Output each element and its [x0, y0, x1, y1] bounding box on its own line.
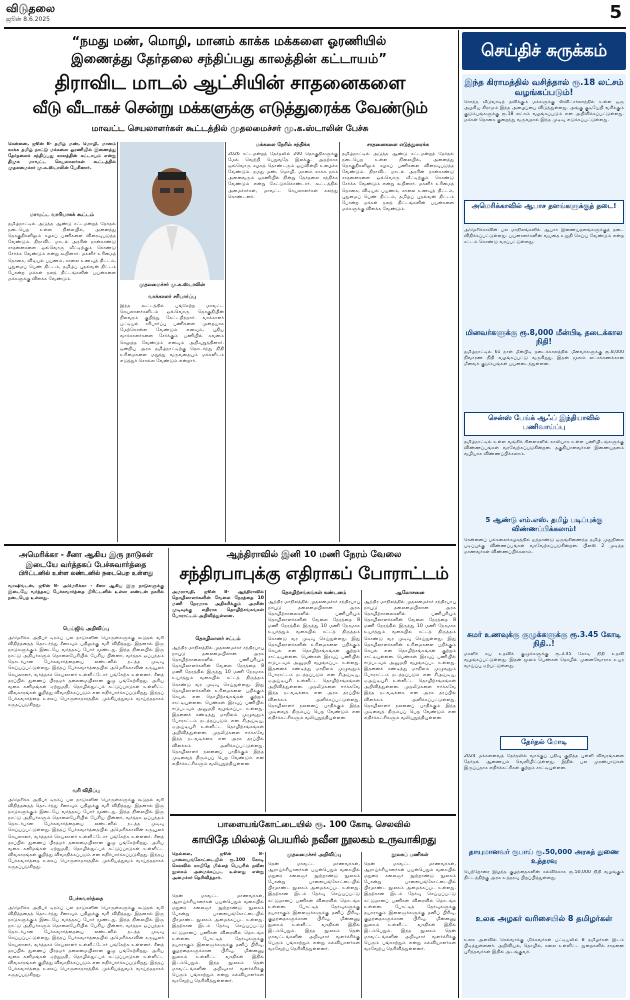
page-number: 5: [609, 2, 622, 23]
left-story-body: அமெரிக்க அதிபர் டிரம்ப் பல நாடுகளின் பொருள்களுக்கு கூடுதல் வரி விதித்ததைத் தொடர்ந்து சீனாவும் பதிலுக்கு வரி விதித்தது. இதனால் இரு நாடுகளுக்கும் இடையே வர்த்தகப் போர் மூண்டது. இந்த நிலையில் இரு நாட்டு அதிபர்களும் தொலைபேசியில் பேசிய பின்னர், வர்த்தக ஒப்பந்தம் தொடர்பான பேச்சுவார்த்தையை லண்டனில் நடத்த முடிவு செய்யப்பட்டுள்ளது. இந்தப் பேச்சுவார்த்தையில் அமெரிக்காவின் கருவூலச் செயலாளர், வர்த்தகச் செயலாளர் உள்ளிட்டோர் பங்கேற்க உள்ளனர். சீனத் தரப்பில் துணைப் பிரதமர் தலைமையிலான குழு பங்கேற்கிறது. அரிய வகை கனிமங்கள் ஏற்றுமதி, தொழில்நுட்பக் கட்டுப்பாடுகள் உள்ளிட்ட விவகாரங்கள் குறித்து விவாதிக்கப்படும் என எதிர்பார்க்கப்படுகிறது. இந்தப் பேச்சுவார்த்தை உலகப் பொருளாதாரத்தில் முக்கியத்துவம் வாய்ந்ததாகக் கருதப்படுகிறது.: [8, 798, 164, 871]
brief-2-title: அமெரிக்காவில் ஆபாச தளங்களுக்குத் தடை!: [471, 202, 617, 210]
col-divider: [339, 142, 340, 542]
andhra-headline: சந்திரபாபுக்கு எதிராகப் போராட்டம்: [179, 564, 449, 584]
lead-subhead: மாவட்ட செயலாளர்கள் கூட்டத்தில் முதலமைச்சர் மு.க.ஸ்டாலின் பேச்சு: [91, 124, 369, 134]
andhra-subhead-1: தொழிலாளர் சட்டம்: [195, 636, 241, 642]
cm-portrait-icon: [120, 142, 224, 280]
col-divider: [117, 142, 118, 542]
col-divider: [265, 852, 266, 998]
andhra-column-3: ஆந்திர மாநிலத்தில் முதலமைச்சர் சந்திரபாபு நாயுடு தலைமையிலான அரசு தொழிற்சாலைகளில் பணிபுரியும் தொழிலாளர்களின் வேலை நேரத்தை 8 மணி நேரத்தில் இருந்து 10 மணி நேரமாக உயர்த்தும் வகையில் சட்டத் திருத்தம் கொண்டு வர முடிவு செய்துள்ளது. இது தொழிலாளர்களின் உரிமைகளை பறிக்கும் செயல் என தொழிற்சங்கங்கள் குற்றம் சாட்டியுள்ளன. பெண்கள் இரவுப் பணியில் ஈடுபடவும் அனுமதி வழங்கப்பட உள்ளது. இதனைக் கண்டித்து மாநிலம் முழுவதும் போராட்டம் நடத்தப்படும் என சிஅய்டியு, ஏஅய்டியுசி உள்ளிட்ட தொழிற்சங்கங்கள் அறிவித்துள்ளன. முதலீடுகளை ஈர்க்கவே இந்த நடவடிக்கை என அரசு தரப்பில் விளக்கம் அளிக்கப்பட்டுள்ளது. தொழிலாளர் நலனைப் பாதிக்கும் இந்த முடிவைத் திரும்பப் பெற வேண்டும் என எதிர்க்கட்சிகளும் வலியுறுத்தியுள்ளன.: [364, 600, 456, 721]
cm-photo: [120, 142, 224, 280]
andhra-subhead-2: தொழிற்சங்கங்கள் கண்டனம்: [281, 590, 347, 596]
left-story-subhead-3: பேச்சுவார்த்தை: [68, 896, 104, 902]
brief-9-body: உலக அளவில் செல்வாக்கு மிக்கவர்கள் பட்டியலில் 8 தமிழர்கள் இடம் பிடித்துள்ளனர். அறிவியல், தொழில், கலை உள்ளிட்ட துறைகளில் சாதனை புரிந்தவர்கள் இதில் அடங்குவர்.: [464, 938, 624, 956]
bottom-headline: காயிதே மில்லத் பெயரில் நவீன நூலகம் உருவாகிறது: [191, 834, 437, 846]
brief-4-body: தமிழ்நாட்டில் உள்ள வங்கிக் கிளைகளில் காலியாக உள்ள பணியிடங்களுக்கு விண்ணப்பங்கள் வரவேற்கப்படுகின்றன. தகுதியானவர்கள் இணையதளம் வழியாக விண்ணப்பிக்கலாம்.: [464, 440, 624, 458]
masthead: [0, 0, 630, 26]
bottom-subhead-2: நூலகப் பணிகள்: [391, 852, 429, 858]
left-story-subhead-2: வரி விதிப்பு: [72, 788, 100, 794]
andhra-column-2: ஆந்திர மாநிலத்தில் முதலமைச்சர் சந்திரபாபு நாயுடு தலைமையிலான அரசு தொழிற்சாலைகளில் பணிபுரியும் தொழிலாளர்களின் வேலை நேரத்தை 8 மணி நேரத்தில் இருந்து 10 மணி நேரமாக உயர்த்தும் வகையில் சட்டத் திருத்தம் கொண்டு வர முடிவு செய்துள்ளது. இது தொழிலாளர்களின் உரிமைகளை பறிக்கும் செயல் என தொழிற்சங்கங்கள் குற்றம் சாட்டியுள்ளன. பெண்கள் இரவுப் பணியில் ஈடுபடவும் அனுமதி வழங்கப்பட உள்ளது. இதனைக் கண்டித்து மாநிலம் முழுவதும் போராட்டம் நடத்தப்படும் என சிஅய்டியு, ஏஅய்டியுசி உள்ளிட்ட தொழிற்சங்கங்கள் அறிவித்துள்ளன. முதலீடுகளை ஈர்க்கவே இந்த நடவடிக்கை என அரசு தரப்பில் விளக்கம் அளிக்கப்பட்டுள்ளது. தொழிலாளர் நலனைப் பாதிக்கும் இந்த முடிவைத் திரும்பப் பெற வேண்டும் என எதிர்க்கட்சிகளும் வலியுறுத்தியுள்ளன.: [268, 600, 360, 721]
section-rule: [4, 544, 456, 546]
lead-dateline: சென்னை, ஜூன் 8- தமிழ் மண், மொழி, மானம் காக்க தமிழ் நாட்டு மக்களை ஓரணியில் இணைத்து தேர்தலைச் சந்திப்பது காலத்தின் கட்டாயம் என்று திமுக மாவட்ட செயலாளர்கள் கூட்டத்தில் முதலமைச்சர் மு.க.ஸ்டாலின் பேசினார்.: [8, 142, 116, 172]
brief-3-body: தமிழ்நாட்டில் 61 நாள் மீன்பிடி தடைக்காலத்தில் மீனவர்களுக்கு ரூ.8,000 நிவாரண நிதி வழங்கப்பட்டு வருகிறது. இதன் மூலம் லட்சக்கணக்கான மீனவக் குடும்பங்கள் பயனடைந்துள்ளன.: [464, 350, 624, 368]
left-story-headline-1: அமெரிக்கா - சீனா ஆகிய இரு நாடுகள்: [19, 550, 153, 559]
lead-column-4: தமிழ்நாட்டில் அடுத்த ஆண்டு சட்டமன்றத் தேர்தல் நடைபெற உள்ள நிலையில், அனைத்து தொகுதிகளிலும் கழகப் பணிகளை விரைவுபடுத்த வேண்டும். திராவிட மாடல் அரசின் நான்காண்டு சாதனைகளை ஒவ்வொரு வீட்டிற்கும் கொண்டு சேர்க்க வேண்டும் என்று கூறினார். மகளிர் உரிமைத் தொகை, விடியல் பயணம், காலை உணவுத் திட்டம், புதுமைப் பெண் திட்டம், தமிழ்ப் புதல்வன் திட்டம் போன்ற மக்கள் நலத் திட்டங்களின் பயன்களை மக்களுக்கு விளக்க வேண்டும்.: [342, 152, 454, 212]
brief-8-body: பெற்றோரை இழந்த குழந்தைகளின் கல்விக்காக ரூ.50,000 நிதி வழங்கும் திட்டத்திற்கு அரசு உத்தரவு பிறப்பித்துள்ளது.: [464, 870, 624, 882]
bottom-column-1: தென் மாவட்ட மாணவர்கள், ஆராய்ச்சியாளர்கள் பயன்பெறும் வகையில் மதுரை கலைஞர் நூற்றாண்டு நூலகம் போன்று பாளையங்கோட்டையில் பிரமாண்ட நூலகம் அமைக்கப்பட உள்ளது. இதற்கான இடம் தேர்வு செய்யப்பட்டு கட்டுமானப் பணிகள் விரைவில் தொடங்க உள்ளன. போட்டித் தேர்வுகளுக்கு தயாராகும் இளைஞர்களுக்கு தனிப் பிரிவு, குழந்தைகளுக்கான பிரிவு, மின்னணு நூலகம் உள்ளிட்ட வசதிகள் இதில் இடம்பெறும். இந்த நூலகம் தென் மாவட்டங்களின் அறிவுசார் வளர்ச்சிக்கு பெரும் பங்காற்றும் என்று கல்வியாளர்கள் வரவேற்பு தெரிவித்துள்ளனர்.: [172, 894, 264, 985]
col-divider: [225, 142, 226, 542]
lead-headline-line-2: வீடு வீடாகச் சென்று மக்களுக்கு எடுத்துரைக்க வேண்டும்: [32, 98, 428, 117]
bottom-kicker: பாளையங்கோட்டையில் ரூ. 100 கோடி செலவில்: [217, 820, 411, 830]
lead-quote-line-1: “நமது மண், மொழி, மானம் காக்க மக்களை ஓரணியில்: [71, 33, 387, 48]
section-rule: [170, 814, 456, 816]
andhra-subhead-3: ஆலோசனை: [395, 590, 425, 596]
lead-column-2: இந்த கூட்டத்தில் பங்கேற்ற மாவட்ட செயலாளர்களிடம் ஒவ்வொரு தொகுதியின் நிலவரம் குறித்து கேட்டறிந்தார். வாக்காளர் பட்டியல் சரிபார்ப்பு பணிகளை முறையாக மேற்கொள்ள வேண்டும் எனவும், புதிய வாக்காளர்களை சேர்க்கும் பணியில் கவனம் செலுத்த வேண்டும் எனவும் அறிவுறுத்தினார். ஒன்றிய அரசு தமிழ்நாட்டிற்கு தொடர்ந்து நிதி உரிமைகளை மறுத்து வருவதையும் மக்களிடம் எடுத்துச் சொல்ல வேண்டும் என்றார்.: [120, 304, 224, 364]
left-story-body: அமெரிக்க அதிபர் டிரம்ப் பல நாடுகளின் பொருள்களுக்கு கூடுதல் வரி விதித்ததைத் தொடர்ந்து சீனாவும் பதிலுக்கு வரி விதித்தது. இதனால் இரு நாடுகளுக்கும் இடையே வர்த்தகப் போர் மூண்டது. இந்த நிலையில் இரு நாட்டு அதிபர்களும் தொலைபேசியில் பேசிய பின்னர், வர்த்தக ஒப்பந்தம் தொடர்பான பேச்சுவார்த்தையை லண்டனில் நடத்த முடிவு செய்யப்பட்டுள்ளது. இந்தப் பேச்சுவார்த்தையில் அமெரிக்காவின் கருவூலச் செயலாளர், வர்த்தகச் செயலாளர் உள்ளிட்டோர் பங்கேற்க உள்ளனர். சீனத் தரப்பில் துணைப் பிரதமர் தலைமையிலான குழு பங்கேற்கிறது. அரிய வகை கனிமங்கள் ஏற்றுமதி, தொழில்நுட்பக் கட்டுப்பாடுகள் உள்ளிட்ட விவகாரங்கள் குறித்து விவாதிக்கப்படும் என எதிர்பார்க்கப்படுகிறது. இந்தப் பேச்சுவார்த்தை உலகப் பொருளாதாரத்தில் முக்கியத்துவம் வாய்ந்ததாகக் கருதப்படுகிறது.: [8, 636, 164, 709]
brief-2-body: அமெரிக்காவின் பல மாநிலங்களில் ஆபாச இணையதளங்களுக்குத் தடை விதிக்கப்பட்டுள்ளது. பயனாளர்களின் வயதை உறுதி செய்ய வேண்டும் என்ற சட்டம் கொண்டு வரப்பட்டுள்ளது.: [464, 228, 624, 246]
lead-subhead-4: சாதனைகளை எடுத்துரைக்க: [366, 142, 430, 148]
brief-6-body: மகளிர் சுய உதவிக் குழுக்களுக்கு ரூ.3.45 கோடி நிதி உதவி வழங்கப்பட்டுள்ளது. இதன் மூலம் பெண்கள் தொழில் முனைவோராக உயர வாய்ப்பு ஏற்பட்டுள்ளது.: [464, 652, 624, 670]
bottom-subhead-1: முதலமைச்சர் அறிவிப்பு: [286, 852, 342, 858]
left-story-headline-3: பிரிட்டனில் உள்ள லண்டனில் நடைபெற உள்ளது: [18, 570, 154, 577]
sidebar-banner: [462, 32, 626, 70]
left-story-subhead-1: பெய்ஜிங் அறிவிப்பு: [62, 626, 110, 632]
lead-column-1: தமிழ்நாட்டில் அடுத்த ஆண்டு சட்டமன்றத் தேர்தல் நடைபெற உள்ள நிலையில், அனைத்து தொகுதிகளிலும் கழகப் பணிகளை விரைவுபடுத்த வேண்டும். திராவிட மாடல் அரசின் நான்காண்டு சாதனைகளை ஒவ்வொரு வீட்டிற்கும் கொண்டு சேர்க்க வேண்டும் என்று கூறினார். மகளிர் உரிமைத் தொகை, விடியல் பயணம், காலை உணவுத் திட்டம், புதுமைப் பெண் திட்டம், தமிழ்ப் புதல்வன் திட்டம் போன்ற மக்கள் நலத் திட்டங்களின் பயன்களை மக்களுக்கு விளக்க வேண்டும்.: [8, 222, 116, 282]
brief-1-title: இந்த கிராமத்தில் வசித்தால் ரூ.18 லட்சம் வழங்கப்படும்!: [464, 78, 624, 98]
lead-subhead-1: மாவட்ட வாரியாகக் கூட்டம்: [29, 212, 95, 218]
brief-7-body: 2024 மக்களவைத் தேர்தலில் வாக்குப் பதிவு குறித்த புள்ளி விவரங்களை தேர்தல் ஆணையம் வெளியிட்டுள்ளது. இதில் பல முரண்பாடுகள் இருப்பதாக எதிர்க்கட்சிகள் குற்றம் சாட்டியுள்ளன.: [464, 754, 624, 772]
andhra-column-1: ஆந்திர மாநிலத்தில் முதலமைச்சர் சந்திரபாபு நாயுடு தலைமையிலான அரசு தொழிற்சாலைகளில் பணிபுரியும் தொழிலாளர்களின் வேலை நேரத்தை 8 மணி நேரத்தில் இருந்து 10 மணி நேரமாக உயர்த்தும் வகையில் சட்டத் திருத்தம் கொண்டு வர முடிவு செய்துள்ளது. இது தொழிலாளர்களின் உரிமைகளை பறிக்கும் செயல் என தொழிற்சங்கங்கள் குற்றம் சாட்டியுள்ளன. பெண்கள் இரவுப் பணியில் ஈடுபடவும் அனுமதி வழங்கப்பட உள்ளது. இதனைக் கண்டித்து மாநிலம் முழுவதும் போராட்டம் நடத்தப்படும் என சிஅய்டியு, ஏஅய்டியுசி உள்ளிட்ட தொழிற்சங்கங்கள் அறிவித்துள்ளன. முதலீடுகளை ஈர்க்கவே இந்த நடவடிக்கை என அரசு தரப்பில் விளக்கம் அளிக்கப்பட்டுள்ளது. தொழிலாளர் நலனைப் பாதிக்கும் இந்த முடிவைத் திரும்பப் பெற வேண்டும் என எதிர்க்கட்சிகளும் வலியுறுத்தியுள்ளன.: [172, 646, 264, 767]
logo: விடுதலை: [6, 2, 56, 15]
brief-4-title: சென்ஸ் பேங்க் ஆஃப் இந்தியாவில் பணிவாய்ப்பு: [488, 414, 600, 431]
brief-6-title: சுமர் உணவுக்கு குழுக்களுக்கு ரூ.3.45 கோடி நிதி..!: [467, 630, 621, 648]
col-divider: [361, 590, 362, 812]
lead-subhead-2: வாக்காளர் சரிபார்ப்பு: [147, 294, 197, 300]
brief-1-body: சொந்த வீடுவாடித் தவிக்கும் மக்களுக்கு ஸ்விட்சர்லாந்தில் உள்ள ஒரு அழகிய கிராமம் இந்த அழைப்பை விடுத்துள்ளது. அங்கு குடியேறி வசிக்கும் குடும்பங்களுக்கு ரூ.18 லட்சம் வழங்கப்படும் என அறிவிக்கப்பட்டுள்ளது. மக்கள் தொகை குறைந்து வருவதால் இந்த முடிவு எடுக்கப்பட்டுள்ளது.: [464, 100, 624, 124]
bottom-column-3: தென் மாவட்ட மாணவர்கள், ஆராய்ச்சியாளர்கள் பயன்பெறும் வகையில் மதுரை கலைஞர் நூற்றாண்டு நூலகம் போன்று பாளையங்கோட்டையில் பிரமாண்ட நூலகம் அமைக்கப்பட உள்ளது. இதற்கான இடம் தேர்வு செய்யப்பட்டு கட்டுமானப் பணிகள் விரைவில் தொடங்க உள்ளன. போட்டித் தேர்வுகளுக்கு தயாராகும் இளைஞர்களுக்கு தனிப் பிரிவு, குழந்தைகளுக்கான பிரிவு, மின்னணு நூலகம் உள்ளிட்ட வசதிகள் இதில் இடம்பெறும். இந்த நூலகம் தென் மாவட்டங்களின் அறிவுசார் வளர்ச்சிக்கு பெரும் பங்காற்றும் என்று கல்வியாளர்கள் வரவேற்பு தெரிவித்துள்ளனர்.: [364, 862, 456, 953]
bottom-dateline: நெல்லை, ஜூன் 8- பாளையங்கோட்டையில் ரூ.100 கோடி செலவில் காயிதே மில்லத் பெயரில் நவீன நூலகம் அமைக்கப்பட உள்ளது என்று அமைச்சர் தெரிவித்தார்.: [172, 852, 264, 882]
brief-3-title: மினவர்களுக்கு ரூ.8,000 மீன்பிடி தடைக்கால நிதி!: [465, 328, 623, 346]
brief-5-body: சென்னைப் பல்கலைக்கழகத்தில் ஐந்தாண்டு ஒருங்கிணைந்த தமிழ் முதுநிலை படிப்புக்கு விண்ணப்பங்கள் வரவேற்கப்படுகின்றன. பிளஸ் 2 முடித்த மாணவர்கள் விண்ணப்பிக்கலாம்.: [464, 538, 624, 556]
issue-date: ஜூன் 8.6.2025: [6, 16, 50, 23]
left-story-body: அமெரிக்க அதிபர் டிரம்ப் பல நாடுகளின் பொருள்களுக்கு கூடுதல் வரி விதித்ததைத் தொடர்ந்து சீனாவும் பதிலுக்கு வரி விதித்தது. இதனால் இரு நாடுகளுக்கும் இடையே வர்த்தகப் போர் மூண்டது. இந்த நிலையில் இரு நாட்டு அதிபர்களும் தொலைபேசியில் பேசிய பின்னர், வர்த்தக ஒப்பந்தம் தொடர்பான பேச்சுவார்த்தையை லண்டனில் நடத்த முடிவு செய்யப்பட்டுள்ளது. இந்தப் பேச்சுவார்த்தையில் அமெரிக்காவின் கருவூலச் செயலாளர், வர்த்தகச் செயலாளர் உள்ளிட்டோர் பங்கேற்க உள்ளனர். சீனத் தரப்பில் துணைப் பிரதமர் தலைமையிலான குழு பங்கேற்கிறது. அரிய வகை கனிமங்கள் ஏற்றுமதி, தொழில்நுட்பக் கட்டுப்பாடுகள் உள்ளிட்ட விவகாரங்கள் குறித்து விவாதிக்கப்படும் என எதிர்பார்க்கப்படுகிறது. இந்தப் பேச்சுவார்த்தை உலகப் பொருளாதாரத்தில் முக்கியத்துவம் வாய்ந்ததாகக் கருதப்படுகிறது.: [8, 906, 164, 979]
lead-headline-line-1: திராவிட மாடல் ஆட்சியின் சாதனைகளை: [54, 72, 406, 94]
sidebar-banner-title: செய்திச் சுருக்கம்: [481, 41, 607, 61]
lead-column-3: 2026 சட்டமன்றத் தேர்தலில் 200 தொகுதிகளுக்கு மேல் வெற்றி பெறுவதே இலக்கு. அதற்காக ஒவ்வொரு கழகத் தொண்டரும் ஓய்வின்றி உழைக்க வேண்டும். நமது மண், மொழி, மானம் காக்க நாம் அனைவரும் ஓரணியில் நின்று தேர்தலை சந்திக்க வேண்டும் என்று கேட்டுக்கொண்டார். கூட்டத்தில் அமைச்சர்கள், மாவட்ட செயலாளர்கள் கலந்து கொண்டனர்.: [228, 152, 338, 200]
brief-5-title: 5 ஆண்டு எம்.எஸ். தமிழ் படிப்புக்கு விண்ணப்பிக்கலாம்!: [485, 516, 603, 533]
left-story-headline-2: இடையே வர்த்தகப் பேச்சுவார்த்தை: [25, 560, 147, 569]
brief-9-title: உலக அழகர் வரிசையில் 8 தமிழர்கள்: [475, 914, 613, 923]
masthead-rule: [4, 27, 626, 29]
andhra-kicker: ஆந்திராவில் இனி 10 மணி நேரம் வேலை: [226, 550, 402, 560]
brief-8-title: தாயுமானவர் ரூபாய் ரூ.50,000 அரசுத் துணை உத்தரவு: [468, 848, 620, 865]
col-divider: [265, 590, 266, 812]
sidebar-divider: [458, 30, 459, 998]
lead-subhead-3: மக்களை நேரில் சந்திக்க: [255, 142, 311, 148]
photo-caption: முதலமைச்சர் மு.க.ஸ்டாலின்: [138, 282, 206, 288]
andhra-dateline: அமராவதி, ஜூன் 8- ஆந்திராவில் தொழிலாளர்களின் வேலை நேரத்தை 10 மணி நேரமாக அதிகரிக்கும் அரசின் முடிவுக்கு எதிராக தொழிற்சங்கங்கள் போராட்டம் அறிவித்துள்ளன.: [172, 590, 264, 620]
lead-quote-line-2: இணைத்து தேர்தலை சந்திப்பது காலத்தின் கட்டாயம்”: [71, 52, 387, 67]
bottom-column-2: தென் மாவட்ட மாணவர்கள், ஆராய்ச்சியாளர்கள் பயன்பெறும் வகையில் மதுரை கலைஞர் நூற்றாண்டு நூலகம் போன்று பாளையங்கோட்டையில் பிரமாண்ட நூலகம் அமைக்கப்பட உள்ளது. இதற்கான இடம் தேர்வு செய்யப்பட்டு கட்டுமானப் பணிகள் விரைவில் தொடங்க உள்ளன. போட்டித் தேர்வுகளுக்கு தயாராகும் இளைஞர்களுக்கு தனிப் பிரிவு, குழந்தைகளுக்கான பிரிவு, மின்னணு நூலகம் உள்ளிட்ட வசதிகள் இதில் இடம்பெறும். இந்த நூலகம் தென் மாவட்டங்களின் அறிவுசார் வளர்ச்சிக்கு பெரும் பங்காற்றும் என்று கல்வியாளர்கள் வரவேற்பு தெரிவித்துள்ளனர்.: [268, 862, 360, 953]
col-divider: [168, 548, 169, 998]
col-divider: [361, 852, 362, 998]
brief-7-title: தேர்தல் மோடி: [521, 738, 567, 746]
left-story-dateline: வாஷிங்டன், ஜூன் 8- அமெரிக்கா - சீனா ஆகிய இரு நாடுகளுக்கு இடையே வர்த்தகப் பேச்சுவார்த்தை பிரிட்டனில் உள்ள லண்டன் நகரில் நடைபெற உள்ளது.: [8, 584, 164, 602]
